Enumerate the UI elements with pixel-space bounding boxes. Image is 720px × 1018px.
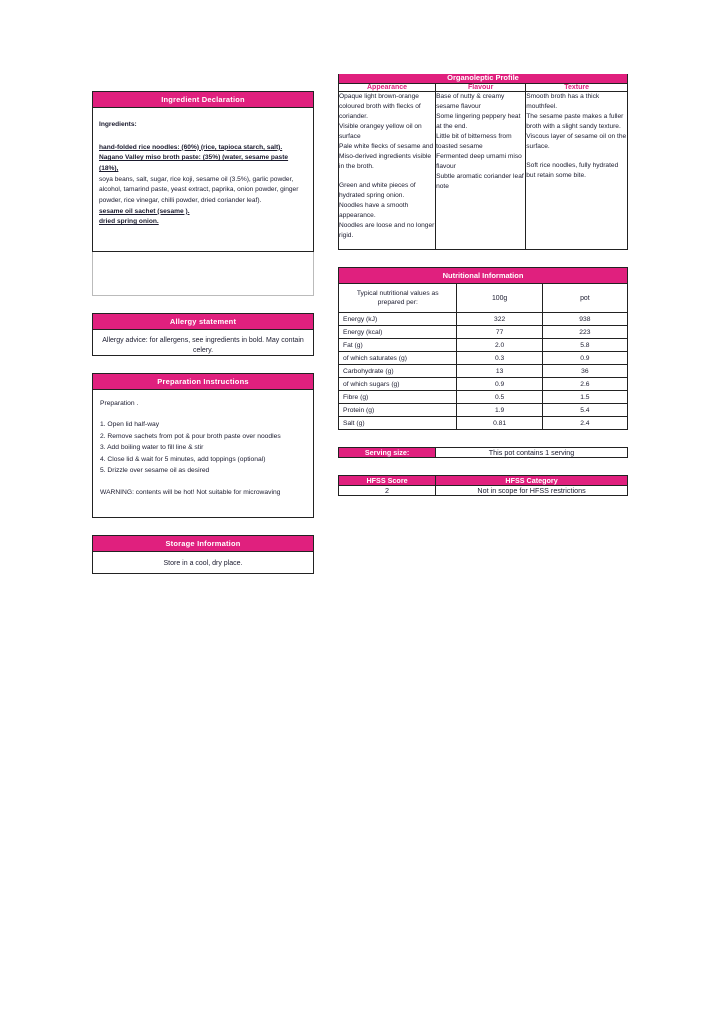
table-row bbox=[339, 313, 628, 326]
nutrition-label-3: of which saturates (g) bbox=[339, 352, 457, 365]
table-row bbox=[339, 391, 628, 404]
gap-after-nutrition bbox=[338, 430, 628, 447]
appearance-line-0: Opaque light brown-orange coloured broth with flecks of coriander. bbox=[339, 93, 421, 121]
ingredient-line-1: Nagano Valley miso broth paste: (35%) (water, sesame paste (18%), bbox=[99, 154, 289, 173]
gap-after-organoleptic bbox=[338, 250, 628, 267]
appearance-line-2: Pale white flecks of sesame and Miso-derived ingredients visible in the broth. bbox=[339, 143, 434, 171]
nutrition-100g-2: 2.0 bbox=[457, 339, 542, 352]
nutrition-100g-8: 0.81 bbox=[457, 417, 542, 430]
ingredient-line-3: alcohol, tamarind paste, yeast extract, paprika, onion powder, ginger bbox=[99, 186, 299, 194]
organoleptic-appearance-cell bbox=[339, 92, 436, 250]
gap-after-ingredients bbox=[92, 296, 314, 313]
preparation-instructions-header: Preparation Instructions bbox=[92, 373, 314, 390]
nutrition-row-header-label: Typical nutritional values as prepared per: bbox=[339, 284, 457, 313]
nutritional-information-table bbox=[338, 283, 628, 430]
nutrition-pot-6: 1.5 bbox=[542, 391, 627, 404]
nutrition-pot-2: 5.8 bbox=[542, 339, 627, 352]
texture-line-0: Smooth broth has a thick mouthfeel. bbox=[526, 93, 600, 111]
nutrition-label-4: Carbohydrate (g) bbox=[339, 365, 457, 378]
right-column bbox=[338, 74, 628, 496]
gap-after-serving bbox=[338, 458, 628, 475]
hfss-score-header: HFSS Score bbox=[339, 476, 436, 486]
left-column bbox=[92, 91, 314, 574]
nutrition-100g-7: 1.9 bbox=[457, 404, 542, 417]
nutrition-label-6: Fibre (g) bbox=[339, 391, 457, 404]
texture-line-2: Viscous layer of sesame oil on the surface. bbox=[526, 133, 627, 151]
table-row bbox=[339, 326, 628, 339]
ingredient-line-6: dried spring onion. bbox=[99, 218, 159, 226]
organoleptic-texture-cell bbox=[526, 92, 628, 250]
nutrition-100g-4: 13 bbox=[457, 365, 542, 378]
nutrition-100g-1: 77 bbox=[457, 326, 542, 339]
nutrition-pot-8: 2.4 bbox=[542, 417, 627, 430]
table-row bbox=[339, 378, 628, 391]
organoleptic-content-row bbox=[339, 92, 628, 250]
organoleptic-flavour-cell bbox=[436, 92, 526, 250]
allergy-statement-text: Allergy advice: for allergens, see ingredients in bold. May contain celery. bbox=[92, 330, 314, 356]
serving-size-value: This pot contains 1 serving bbox=[436, 448, 628, 458]
organoleptic-header-row bbox=[339, 84, 628, 92]
nutrition-pot-3: 0.9 bbox=[542, 352, 627, 365]
ingredient-line-2: soya beans, salt, sugar, rice koji, sesame oil (3.5%), garlic powder, bbox=[99, 175, 294, 183]
organoleptic-profile-section bbox=[338, 74, 628, 250]
serving-size-label: Serving size: bbox=[339, 448, 436, 458]
nutrition-label-0: Energy (kJ) bbox=[339, 313, 457, 326]
preparation-title: Preparation . bbox=[100, 400, 139, 407]
table-row bbox=[339, 339, 628, 352]
ingredients-lead-label: Ingredients: bbox=[99, 121, 137, 128]
nutrition-100g-0: 322 bbox=[457, 313, 542, 326]
hfss-category-header: HFSS Category bbox=[436, 476, 628, 486]
organoleptic-table bbox=[338, 83, 628, 250]
nutrition-pot-7: 5.4 bbox=[542, 404, 627, 417]
hfss-section bbox=[338, 475, 628, 496]
nutritional-information-header: Nutritional Information bbox=[338, 267, 628, 283]
nutrition-pot-1: 223 bbox=[542, 326, 627, 339]
storage-information-text: Store in a cool, dry place. bbox=[92, 552, 314, 574]
table-row bbox=[339, 404, 628, 417]
nutrition-column-100g: 100g bbox=[457, 284, 542, 313]
preparation-warning: WARNING: contents will be hot! Not suitable for microwaving bbox=[100, 489, 281, 497]
hfss-header-row bbox=[339, 476, 628, 486]
preparation-step-1: 1. Open lid half-way bbox=[100, 421, 160, 429]
texture-line-4: Soft rice noodles, fully hydrated but retain some bite. bbox=[526, 162, 619, 180]
nutrition-label-2: Fat (g) bbox=[339, 339, 457, 352]
gap-after-allergy bbox=[92, 356, 314, 373]
ingredient-declaration-body bbox=[92, 108, 314, 252]
nutrition-100g-3: 0.3 bbox=[457, 352, 542, 365]
serving-size-section bbox=[338, 447, 628, 458]
nutrition-label-5: of which sugars (g) bbox=[339, 378, 457, 391]
hfss-category-value: Not in scope for HFSS restrictions bbox=[436, 486, 628, 496]
ingredient-line-4: powder, rice vinegar, chilli powder, dried coriander leaf). bbox=[99, 197, 262, 205]
flavour-line-0: Base of nutty & creamy sesame flavour bbox=[436, 93, 505, 111]
hfss-value-row bbox=[339, 486, 628, 496]
preparation-step-2: 2. Remove sachets from pot & pour broth paste over noodles bbox=[100, 432, 281, 440]
nutrition-label-1: Energy (kcal) bbox=[339, 326, 457, 339]
preparation-step-5: 5. Drizzle over sesame oil as desired bbox=[100, 467, 210, 475]
nutrition-column-pot: pot bbox=[542, 284, 627, 313]
texture-line-1: The sesame paste makes a fuller broth with a slight sandy texture. bbox=[526, 113, 624, 131]
nutrition-100g-6: 0.5 bbox=[457, 391, 542, 404]
preparation-step-3: 3. Add boiling water to fill line & stir bbox=[100, 444, 204, 452]
organoleptic-column-texture: Texture bbox=[526, 84, 628, 92]
ingredient-line-0: hand-folded rice noodles: (60%) (rice, tapioca starch, salt). bbox=[99, 143, 283, 151]
appearance-blank-line bbox=[339, 172, 435, 181]
nutrition-pot-5: 2.6 bbox=[542, 378, 627, 391]
flavour-line-1: Some lingering peppery heat at the end. bbox=[436, 113, 521, 131]
organoleptic-profile-title: Organoleptic Profile bbox=[339, 74, 627, 83]
organoleptic-title-strip bbox=[338, 74, 628, 83]
appearance-line-4: Green and white pieces of hydrated spring onion. bbox=[339, 182, 416, 200]
ingredient-line-5: sesame oil sachet (sesame ). bbox=[99, 207, 190, 215]
preparation-step-4: 4. Close lid & wait for 5 minutes, add toppings (optional) bbox=[100, 455, 266, 463]
flavour-line-2: Little bit of bitterness from toasted sesame bbox=[436, 133, 512, 151]
storage-information-header: Storage Information bbox=[92, 535, 314, 552]
preparation-instructions-body bbox=[92, 390, 314, 518]
table-row bbox=[339, 365, 628, 378]
appearance-line-6: Noodles are loose and no longer rigid. bbox=[339, 222, 435, 240]
preparation-steps-list bbox=[100, 420, 306, 476]
appearance-line-1: Visible orangey yellow oil on surface bbox=[339, 123, 422, 141]
allergy-statement-header: Allergy statement bbox=[92, 313, 314, 330]
gap-after-preparation bbox=[92, 518, 314, 535]
nutrition-pot-4: 36 bbox=[542, 365, 627, 378]
texture-blank-line bbox=[526, 152, 627, 161]
serving-size-row bbox=[339, 448, 628, 458]
flavour-line-3: Fermented deep umami miso flavour bbox=[436, 153, 522, 171]
nutrition-pot-0: 938 bbox=[542, 313, 627, 326]
flavour-line-4: Subtle aromatic coriander leaf note bbox=[436, 173, 524, 191]
ingredient-spacer-row bbox=[92, 252, 314, 296]
nutrition-100g-5: 0.9 bbox=[457, 378, 542, 391]
appearance-line-5: Noodles have a smooth appearance. bbox=[339, 202, 409, 220]
table-row bbox=[339, 417, 628, 430]
table-row bbox=[339, 352, 628, 365]
organoleptic-column-flavour: Flavour bbox=[436, 84, 526, 92]
hfss-score-value: 2 bbox=[339, 486, 436, 496]
nutrition-label-7: Protein (g) bbox=[339, 404, 457, 417]
nutrition-label-8: Salt (g) bbox=[339, 417, 457, 430]
nutrition-header-row bbox=[339, 284, 628, 313]
ingredient-declaration-header: Ingredient Declaration bbox=[92, 91, 314, 108]
organoleptic-column-appearance: Appearance bbox=[339, 84, 436, 92]
